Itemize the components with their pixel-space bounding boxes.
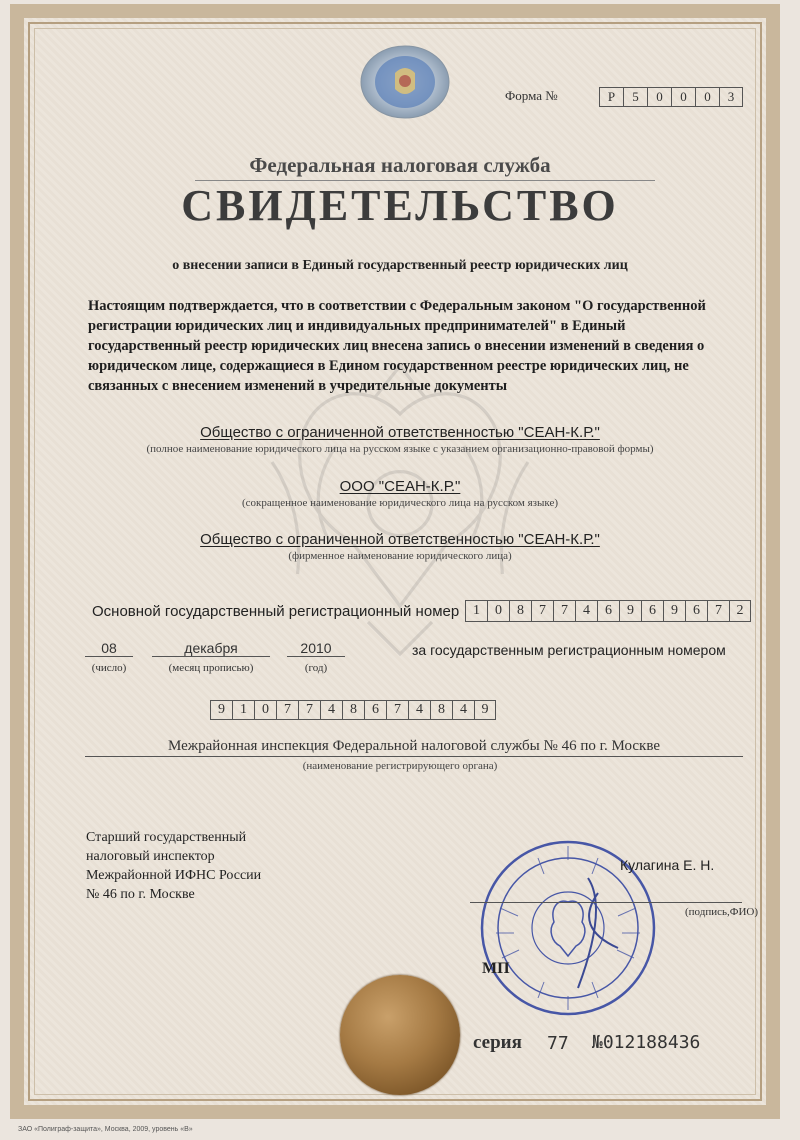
- ogrn-number-box: [465, 600, 751, 622]
- date-day-caption: (число): [91, 662, 127, 674]
- forma-digit: Р: [599, 87, 623, 107]
- forma-digit: 0: [695, 87, 719, 107]
- inspection-caption: (наименование регистрирующего органа): [302, 760, 498, 772]
- gold-foil-seal-icon: [340, 975, 460, 1095]
- grn-digit: 7: [276, 700, 298, 720]
- forma-digit: 0: [647, 87, 671, 107]
- forma-number-box: [599, 87, 743, 107]
- grn-number-box: [210, 700, 496, 720]
- printer-footer: ЗАО «Полиграф-защита», Москва, 2009, уровень «В»: [18, 1126, 193, 1133]
- ogrn-digit: 9: [663, 600, 685, 622]
- eagle-watermark-icon: [240, 350, 560, 670]
- full-name-block: [0, 424, 800, 455]
- grn-digit: 4: [452, 700, 474, 720]
- officer-title-line: № 46 по г. Москве: [86, 887, 195, 902]
- agency-name: Федеральная налоговая служба: [249, 153, 551, 177]
- forma-label: Форма №: [505, 88, 558, 103]
- date-year: 2010: [287, 640, 345, 657]
- ogrn-digit: 9: [619, 600, 641, 622]
- brand-name-caption: (фирменное наименование юридического лица): [288, 550, 512, 562]
- certificate-number: №012188436: [592, 1032, 701, 1053]
- hologram-emblem-icon: [360, 45, 450, 120]
- grn-digit: 1: [232, 700, 254, 720]
- signer-name: Кулагина Е. Н.: [620, 857, 715, 873]
- signature-caption: (подпись,ФИО): [685, 906, 758, 918]
- mp-label: МП: [482, 960, 510, 977]
- reg-number-label: за государственным регистрационным номером: [412, 642, 726, 658]
- forma-digit: 5: [623, 87, 647, 107]
- date-month: декабря: [152, 640, 270, 657]
- series-number: 77: [547, 1033, 569, 1054]
- date-month-caption: (месяц прописью): [168, 662, 254, 674]
- officer-title-line: Старший государственный: [86, 830, 247, 845]
- short-name-value: ООО "СЕАН-К.Р.": [339, 478, 461, 495]
- ogrn-digit: 6: [597, 600, 619, 622]
- forma-digit: 3: [719, 87, 743, 107]
- ogrn-digit: 0: [487, 600, 509, 622]
- grn-digit: 8: [342, 700, 364, 720]
- date-year-caption: (год): [304, 662, 328, 674]
- grn-digit: 0: [254, 700, 276, 720]
- short-name-block: [0, 478, 800, 509]
- ogrn-digit: 6: [685, 600, 707, 622]
- grn-digit: 4: [408, 700, 430, 720]
- ogrn-digit: 2: [729, 600, 751, 622]
- ogrn-digit: 7: [531, 600, 553, 622]
- officer-title-line: налоговый инспектор: [86, 849, 215, 864]
- full-name-value: Общество с ограниченной ответственностью "СЕАН-К.Р.": [200, 424, 600, 441]
- grn-digit: 7: [298, 700, 320, 720]
- series-label: серия: [473, 1032, 522, 1053]
- full-name-caption: (полное наименование юридического лица на русском языке с указанием организационно-правовой формы): [146, 443, 654, 455]
- grn-digit: 9: [210, 700, 232, 720]
- officer-title-line: Межрайонной ИФНС России: [86, 868, 262, 883]
- document-subtitle: о внесении записи в Единый государственный реестр юридических лиц: [172, 258, 628, 273]
- ogrn-digit: 7: [553, 600, 575, 622]
- confirmation-text: Настоящим подтверждается, что в соответствии с Федеральным законом "О государственной регистрации юридических лиц и индивидуальных предпринимателей" в Единый государственный реестр юридических лиц внесена запись о внесении изменений в сведения о юридическом лице, содержащиеся в Едином государственном реестре юридических лиц, не связанных с внесением изменений в учредительные документы: [88, 298, 706, 394]
- grn-digit: 4: [320, 700, 342, 720]
- grn-digit: 7: [386, 700, 408, 720]
- ogrn-digit: 7: [707, 600, 729, 622]
- brand-name-value: Общество с ограниченной ответственностью "СЕАН-К.Р.": [200, 531, 600, 548]
- grn-digit: 8: [430, 700, 452, 720]
- ogrn-digit: 1: [465, 600, 487, 622]
- ogrn-label: Основной государственный регистрационный номер: [92, 603, 460, 620]
- inspection-name: Межрайонная инспекция Федеральной налоговой службы № 46 по г. Москве: [85, 738, 743, 757]
- ogrn-digit: 4: [575, 600, 597, 622]
- grn-digit: 6: [364, 700, 386, 720]
- ogrn-digit: 8: [509, 600, 531, 622]
- grn-digit: 9: [474, 700, 496, 720]
- short-name-caption: (сокращенное наименование юридического лица на русском языке): [241, 497, 559, 509]
- forma-digit: 0: [671, 87, 695, 107]
- brand-name-block: [0, 531, 800, 562]
- officer-title: [86, 828, 261, 904]
- document-title: СВИДЕТЕЛЬСТВО: [181, 181, 619, 230]
- ogrn-digit: 6: [641, 600, 663, 622]
- date-day: 08: [85, 640, 133, 657]
